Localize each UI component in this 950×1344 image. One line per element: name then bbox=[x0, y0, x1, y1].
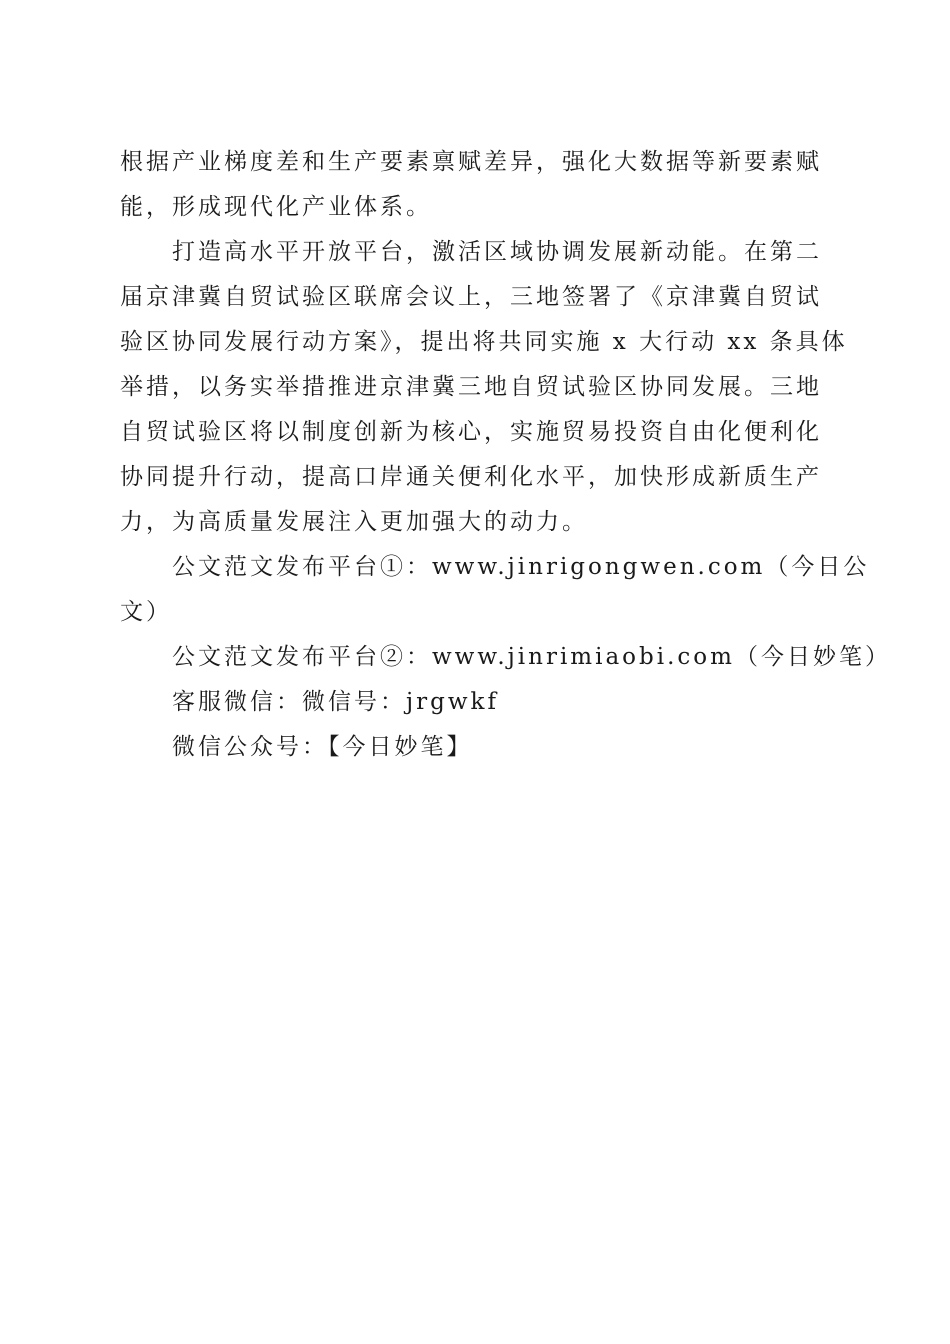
text-line: 打造高水平开放平台，激活区域协调发展新动能。在第二 bbox=[172, 239, 822, 265]
service-wechat-line: 客服微信：微信号：jrgwkf bbox=[172, 689, 499, 715]
text-line: 自贸试验区将以制度创新为核心，实施贸易投资自由化便利化 bbox=[120, 419, 822, 445]
paragraph-industry-system bbox=[120, 140, 830, 230]
text-line: 公文范文发布平台①：www.jinrigongwen.com（今日公 bbox=[172, 554, 870, 580]
text-line: 根据产业梯度差和生产要素禀赋差异，强化大数据等新要素赋 bbox=[120, 149, 822, 175]
text-line: 能，形成现代化产业体系。 bbox=[120, 194, 432, 220]
paragraph-open-platform bbox=[120, 230, 848, 545]
text-line: 届京津冀自贸试验区联席会议上，三地签署了《京津冀自贸试 bbox=[120, 284, 822, 310]
text-line: 举措，以务实举措推进京津冀三地自贸试验区协同发展。三地 bbox=[120, 374, 822, 400]
text-line: 力，为高质量发展注入更加强大的动力。 bbox=[120, 509, 588, 535]
official-account-line: 微信公众号：【今日妙笔】 bbox=[172, 734, 473, 760]
platform-2-line: 公文范文发布平台②：www.jinrimiaobi.com（今日妙笔） bbox=[172, 644, 891, 670]
text-line: 验区协同发展行动方案》，提出将共同实施 x 大行动 xx 条具体 bbox=[120, 329, 848, 355]
text-line: 文） bbox=[120, 599, 172, 625]
document-body bbox=[120, 140, 891, 770]
paragraph-platform-1 bbox=[120, 545, 870, 635]
text-line: 协同提升行动，提高口岸通关便利化水平，加快形成新质生产 bbox=[120, 464, 822, 490]
